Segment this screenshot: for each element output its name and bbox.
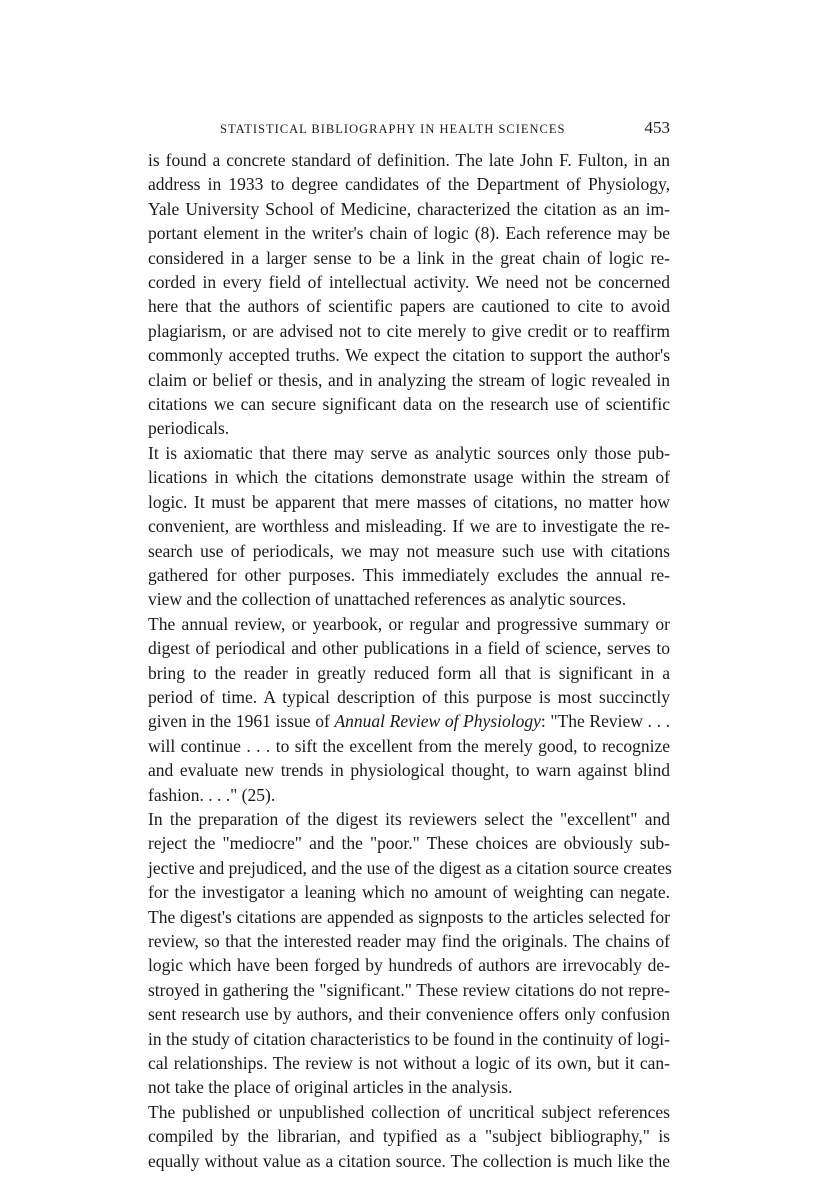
text-line: jective and prejudiced, and the use of the digest as a citation source creates — [148, 857, 672, 878]
text-line: will continue . . . to sift the excellent from the merely good, to recognize — [148, 735, 670, 756]
text-line: view and the collection of unattached references as analytic sources. — [148, 589, 627, 610]
running-title: STATISTICAL BIBLIOGRAPHY IN HEALTH SCIENCES — [220, 122, 566, 136]
text-line: The published or unpublished collection of uncritical subject references — [148, 1101, 670, 1122]
text-line: digest of periodical and other publications in a field of science, serves to — [148, 638, 670, 659]
text-segment: : "The Review . . . — [540, 711, 671, 732]
text-line: plagiarism, or are advised not to cite merely to give credit or to reaffirm — [148, 320, 670, 341]
paragraph-3 — [148, 612, 670, 807]
body-text — [148, 148, 670, 1173]
paragraph-4 — [148, 807, 670, 1100]
text-line: convenient, are worthless and misleading. If we are to investigate the re- — [148, 516, 670, 537]
paragraph-1 — [148, 148, 670, 441]
text-line: cal relationships. The review is not without a logic of its own, but it can- — [148, 1053, 670, 1074]
text-line: lications in which the citations demonstrate usage within the stream of — [148, 467, 670, 488]
text-line: sent research use by authors, and their convenience offers only confusion — [148, 1004, 670, 1025]
paragraph-5 — [148, 1100, 670, 1173]
text-line: equally without value as a citation source. The collection is much like the — [148, 1150, 670, 1171]
text-line: Yale University School of Medicine, characterized the citation as an im- — [148, 198, 670, 219]
text-line: periodicals. — [148, 418, 230, 439]
text-line: commonly accepted truths. We expect the citation to support the author's — [148, 345, 670, 366]
text-line: It is axiomatic that there may serve as analytic sources only those pub- — [148, 442, 670, 463]
text-line: not take the place of original articles in the analysis. — [148, 1077, 513, 1098]
text-segment: given in the 1961 issue of — [148, 711, 335, 732]
text-line: bring to the reader in greatly reduced form all that is significant in a — [148, 662, 670, 683]
text-line: compiled by the librarian, and typified as a "subject bibliography," is — [148, 1126, 670, 1147]
text-line: review, so that the interested reader may find the originals. The chains of — [148, 931, 670, 951]
text-line: In the preparation of the digest its reviewers select the "excellent" and — [148, 808, 670, 829]
text-line: logic which have been forged by hundreds of authors are irrevocably de- — [148, 955, 670, 976]
text-line: stroyed in gathering the "significant." These review citations do not repre- — [148, 979, 670, 1000]
text-line: for the investigator a leaning which no amount of weighting can negate. — [148, 882, 670, 903]
journal-title: Annual Review of Physiology — [334, 711, 541, 732]
text-line: citations we can secure significant data on the research use of scientific — [148, 394, 670, 415]
text-line: address in 1933 to degree candidates of the Department of Physiology, — [148, 174, 670, 195]
page-number: 453 — [644, 118, 670, 137]
running-header — [148, 118, 670, 148]
text-line: search use of periodicals, we may not measure such use with citations — [148, 540, 670, 561]
document-page — [148, 118, 670, 1173]
text-line: The digest's citations are appended as signposts to the articles selected for — [148, 906, 670, 927]
text-line: logic. It must be apparent that mere masses of citations, no matter how — [148, 491, 670, 512]
text-line: The annual review, or yearbook, or regular and progressive summary or — [148, 613, 670, 634]
text-line: fashion. . . ." (25). — [148, 784, 276, 805]
text-line: claim or belief or thesis, and in analyzing the stream of logic revealed in — [148, 369, 670, 390]
text-line: considered in a larger sense to be a link in the great chain of logic re- — [148, 247, 670, 268]
text-line: and evaluate new trends in physiological thought, to warn against blind — [148, 760, 670, 781]
text-line-with-italic-title — [148, 709, 670, 733]
text-line: in the study of citation characteristics to be found in the continuity of logi- — [148, 1028, 670, 1049]
text-line: period of time. A typical description of this purpose is most succinctly — [148, 686, 670, 707]
paragraph-2 — [148, 441, 670, 612]
text-line: gathered for other purposes. This immediately excludes the annual re- — [148, 564, 670, 585]
text-line: reject the "mediocre" and the "poor." These choices are obviously sub- — [148, 833, 670, 854]
text-line: is found a concrete standard of definition. The late John F. Fulton, in an — [148, 150, 670, 170]
text-line: here that the authors of scientific papers are cautioned to cite to avoid — [148, 296, 670, 317]
text-line: corded in every field of intellectual activity. We need not be concerned — [148, 272, 670, 293]
text-line: portant element in the writer's chain of logic (8). Each reference may be — [148, 223, 670, 244]
